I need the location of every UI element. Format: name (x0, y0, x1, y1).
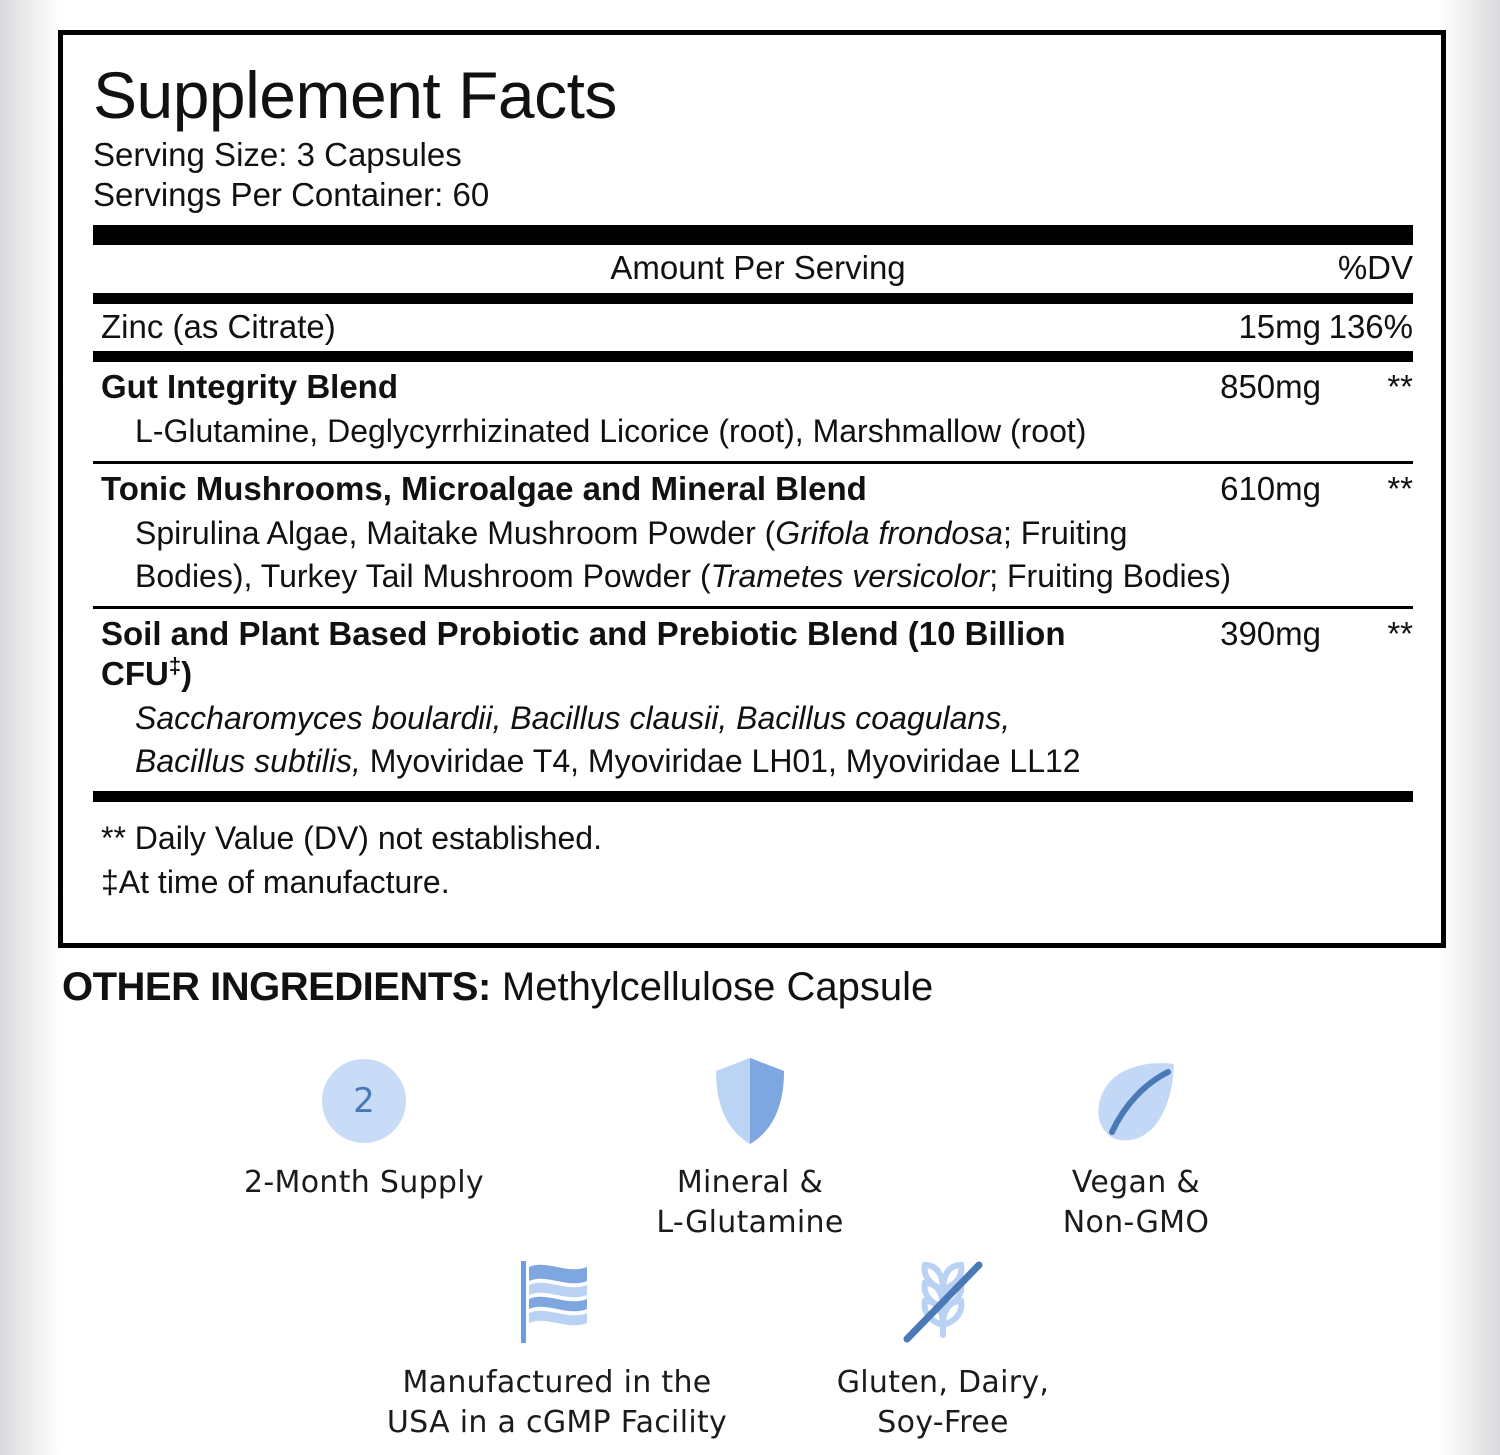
footnote-manufacture: ‡At time of manufacture. (101, 864, 450, 900)
nutrient-dv: 136% (1328, 308, 1413, 345)
circle-2-icon-glyph: 2 (353, 1081, 375, 1121)
blend-row-probiotic-prebiotic (93, 609, 1413, 695)
blend-ingredients-text: ; Fruiting Bodies) (989, 558, 1232, 594)
badge-vegan-non-gmo (943, 1055, 1329, 1243)
amount-per-serving-label: Amount Per Serving (610, 249, 906, 286)
badge-label-line1: Mineral & (676, 1165, 824, 1200)
badge-label (837, 1363, 1050, 1443)
footnote-dv: ** Daily Value (DV) not established. (101, 820, 602, 856)
blend-ingredients-text: Spirulina Algae, Maitake Mushroom Powder ( (135, 515, 776, 551)
badge-mineral-l-glutamine (557, 1055, 943, 1243)
badge-label (1063, 1163, 1210, 1243)
blend-amount: 850mg (1220, 368, 1321, 405)
badge-label-line2: Soy-Free (877, 1405, 1009, 1440)
badge-label-line1: Manufactured in the (402, 1365, 712, 1400)
other-ingredients-label: OTHER INGREDIENTS: (62, 965, 491, 1009)
usa-flag-icon (509, 1255, 605, 1347)
nutrient-amount: 15mg (1238, 308, 1321, 345)
badge-row-1 (0, 1055, 1500, 1243)
blend-amount: 390mg (1220, 615, 1321, 652)
blend-dv: ** (1387, 615, 1413, 652)
badge-2-month-supply (171, 1055, 557, 1243)
blend-ingredients-text: Bodies), Turkey Tail Mushroom Powder ( (135, 558, 711, 594)
blend-name (93, 615, 1131, 693)
footnotes (93, 802, 1413, 904)
species-name: Trametes versicolor (710, 558, 990, 594)
blend-name-text: Soil and Plant Based Probiotic and Prebiotic Blend (10 Billion CFU (101, 615, 1066, 692)
blend-name: Tonic Mushrooms, Microalgae and Mineral Blend (101, 470, 867, 507)
blend-ingredients: L-Glutamine, Deglycyrrhizinated Licorice (root), Marshmallow (root) (135, 413, 1087, 449)
supplement-facts-panel (58, 30, 1446, 948)
divider-thick-top (93, 225, 1413, 245)
badge-label-line1: Vegan & (1071, 1165, 1201, 1200)
amount-per-serving-header-row (93, 245, 1413, 293)
badge-gluten-dairy-soy-free (750, 1255, 1136, 1443)
circle-2-icon (322, 1055, 406, 1147)
circle-2-icon-shape (322, 1059, 406, 1143)
other-ingredients (62, 962, 1442, 1012)
species-name: Bacillus subtilis, (135, 743, 361, 779)
badge-label-line2: USA in a cGMP Facility (386, 1405, 728, 1440)
badge-row-2 (0, 1243, 1500, 1443)
blend-row-tonic-mushrooms (93, 464, 1413, 510)
blend-ingredients (93, 695, 1413, 791)
blend-ingredients (93, 510, 1413, 606)
serving-size: Serving Size: 3 Capsules (93, 136, 462, 173)
leaf-icon (1090, 1055, 1182, 1147)
blend-name-text: ) (181, 655, 193, 692)
blend-ingredients-text: Myoviridae T4, Myoviridae LH01, Myoviridae LL12 (360, 743, 1081, 779)
blend-amount: 610mg (1220, 470, 1321, 507)
badge-label (656, 1163, 843, 1243)
servings-per-container: Servings Per Container: 60 (93, 176, 490, 213)
blend-dv: ** (1387, 368, 1413, 405)
badge-made-in-usa (364, 1255, 750, 1443)
nutrient-row (93, 304, 1413, 351)
badge-label (244, 1163, 484, 1203)
daily-value-label: %DV (1337, 249, 1413, 286)
supplement-facts-title: Supplement Facts (93, 58, 617, 132)
badge-label-line1: 2-Month Supply (244, 1165, 484, 1200)
blend-dv: ** (1387, 470, 1413, 507)
divider-medium-1 (93, 293, 1413, 304)
badge-label-line2: Non-GMO (1062, 1205, 1210, 1240)
badge-label (387, 1363, 727, 1443)
badge-label-line2: L-Glutamine (656, 1205, 844, 1240)
blend-row-gut-integrity (93, 362, 1413, 408)
no-wheat-icon (895, 1255, 991, 1347)
species-name: Grifola frondosa (775, 515, 1003, 551)
nutrient-name: Zinc (as Citrate) (101, 308, 336, 345)
blend-ingredients-text: ; Fruiting (1002, 515, 1128, 551)
badge-section (0, 1055, 1500, 1443)
shield-icon (712, 1055, 788, 1147)
divider-medium-3 (93, 791, 1413, 802)
other-ingredients-value: Methylcellulose Capsule (501, 965, 934, 1009)
dagger-marker: ‡ (168, 653, 182, 678)
blend-name: Gut Integrity Blend (101, 368, 398, 405)
divider-medium-2 (93, 351, 1413, 362)
species-name: Saccharomyces boulardii, Bacillus clausii, Bacillus coagulans, (135, 700, 1011, 736)
badge-label-line1: Gluten, Dairy, (836, 1365, 1050, 1400)
